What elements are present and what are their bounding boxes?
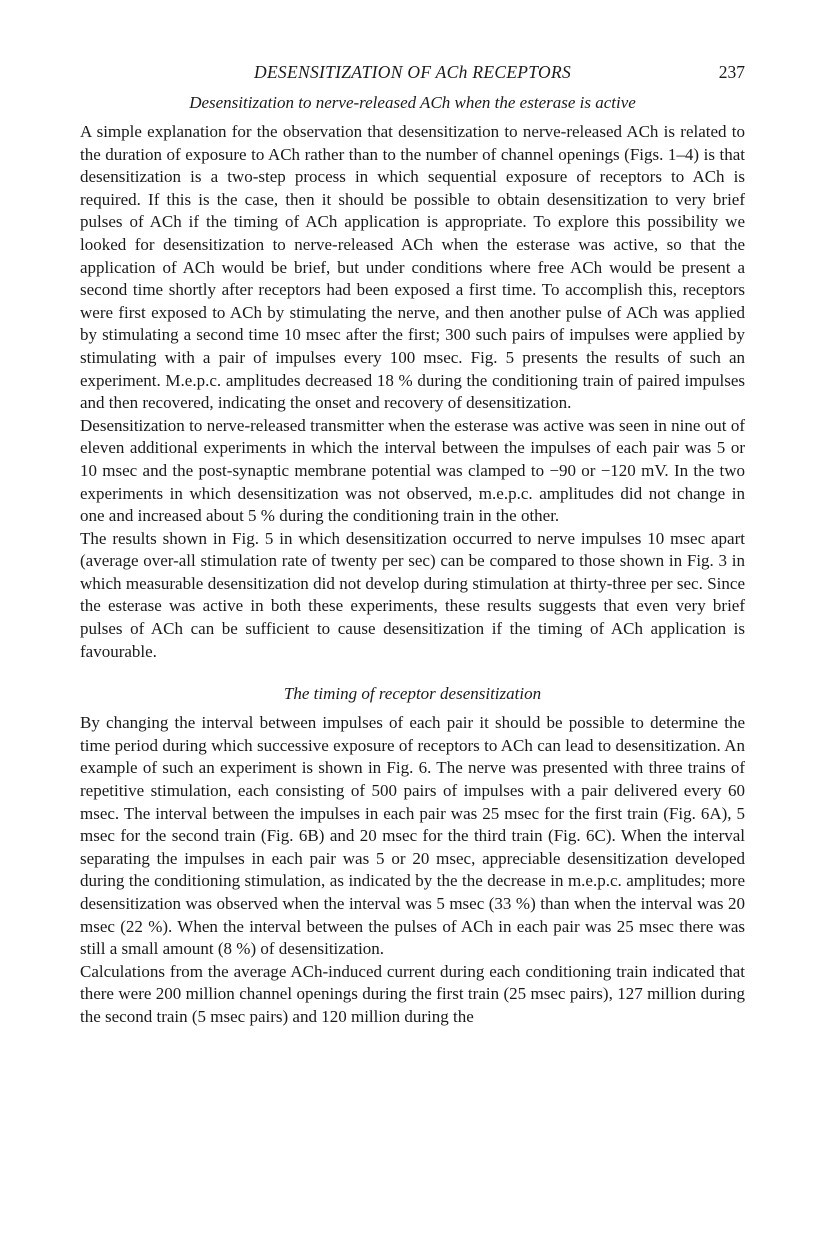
- section-heading-timing: The timing of receptor desensitization: [283, 684, 542, 704]
- running-title: DESENSITIZATION OF ACh RECEPTORS: [254, 62, 571, 82]
- running-head: [80, 62, 745, 92]
- page: [80, 62, 745, 1029]
- paragraph: A simple explanation for the observation that desensitization to nerve-released ACh is related to the duration of exposure to ACh rather than to the number of channel openings (Figs. 1–4) is that desensitization is a two-step process in which sequential exposure of receptors to ACh is required. If this is the case, then it should be possible to obtain desensitization to very brief pulses of ACh if the timing of ACh application is appropriate. To explore this possibility we looked for desensitization to nerve-released ACh when the esterase was active, so that the application of ACh would be brief, but under conditions where free ACh would be present a second time shortly after receptors had been exposed a first time. To accomplish this, receptors were first exposed to ACh by stimulating the nerve, and then another pulse of ACh was applied by stimulating a second time 10 msec after the first; 300 such pairs of impulses were applied by stimulating with a pair of impulses every 100 msec. Fig. 5 presents the results of such an experiment. M.e.p.c. amplitudes decreased 18 % during the conditioning train of paired impulses and then recovered, indicating the onset and recovery of desensitization.: [80, 122, 745, 413]
- paragraph: Calculations from the average ACh-induced current during each conditioning train indicated that there were 200 million channel openings during the first train (25 msec pairs), 127 million during the second train (5 msec pairs) and 120 million during the: [80, 961, 745, 1026]
- paragraph: By changing the interval between impulses of each pair it should be possible to determine the time period during which successive exposure of receptors to ACh can lead to desensitization. An example of such an experiment is shown in Fig. 6. The nerve was presented with three trains of repetitive stimulation, each consisting of 500 pairs of impulses with a pair delivered every 60 msec. The interval between the impulses in each pair was 25 msec for the first train (Fig. 6A), 5 msec for the second train (Fig. 6B) and 20 msec for the third train (Fig. 6C). When the interval separating the impulses in each pair was 5 or 20 msec, appreciable desensitization developed during the conditioning stimulation, as indicated by the the decrease in m.e.p.c. amplitudes; more desensitization was observed when the interval was 5 msec (33 %) than when the interval was 20 msec (22 %). When the interval between the pulses of ACh in each pair was 25 msec there was still a small amount (8 %) of desensitization.: [80, 713, 745, 959]
- section-heading-desensitization-esterase-active: Desensitization to nerve-released ACh when the esterase is active: [189, 93, 636, 112]
- page-number: 237: [718, 62, 745, 82]
- paragraph: The results shown in Fig. 5 in which desensitization occurred to nerve impulses 10 msec apart (average over-all stimulation rate of twenty per sec) can be compared to those shown in Fig. 3 in which measurable desensitization did not develop during stimulation at thirty-three per sec. Since the esterase was active in both these experiments, these results suggests that even very brief pulses of ACh can be sufficient to cause desensitization if the timing of ACh application is favourable.: [80, 528, 745, 661]
- paragraph: Desensitization to nerve-released transmitter when the esterase was active was seen in nine out of eleven additional experiments in which the interval between the impulses of each pair was 5 or 10 msec and the post-synaptic membrane potential was clamped to −90 or −120 mV. In the two experiments in which desensitization was not observed, m.e.p.c. amplitudes did not change in one and increased about 5 % during the conditioning train in the other.: [80, 415, 745, 526]
